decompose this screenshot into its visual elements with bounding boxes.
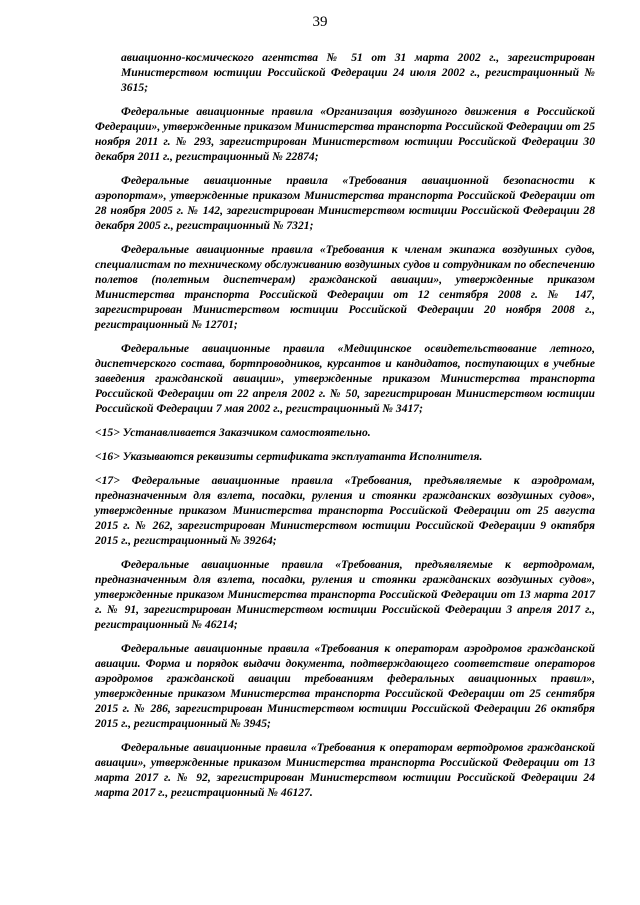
paragraph-crew-requirements-rules: Федеральные авиационные правила «Требования к членам экипажа воздушных судов, специалистам по техническому обслуживанию воздушных судов и сотрудникам по обеспечению полетов (полетным диспетчерам) гражданской авиации», утвержденные приказом Министерства транспорта Российской Федерации от 12 сентября 2008 г. № 147, зарегистрирован Министерством юстиции Российской Федерации 20 ноября 2008 г., регистрационный № 12701; xyxy=(95,243,595,331)
footnote-16: <16> Указываются реквизиты сертификата эксплуатанта Исполнителя. xyxy=(95,450,483,463)
paragraph-air-traffic-rules: Федеральные авиационные правила «Организация воздушного движения в Российской Федерации», утвержденные приказом Министерства транспорта Российской Федерации от 25 ноября 2011 г. № 293, зарегистрирован Министерством юстиции Российской Федерации 30 декабря 2011 г., регистрационный № 22874; xyxy=(95,105,596,163)
document-body xyxy=(95,50,595,809)
page-number: 39 xyxy=(312,14,328,30)
paragraph-heliport-requirements-rules: Федеральные авиационные правила «Требования, предъявляемые к вертодромам, предназначенным для взлета, посадки, руления и стоянки гражданских воздушных судов», утвержденные приказом Министерства транспорта Российской Федерации от 13 марта 2017 г. № 91, зарегистрирован Министерством юстиции Российской Федерации 3 апреля 2017 г., регистрационный № 46214; xyxy=(95,558,595,631)
footnote-15: <15> Устанавливается Заказчиком самостоятельно. xyxy=(95,426,371,439)
paragraph-heliport-operators-rules: Федеральные авиационные правила «Требования к операторам вертодромов гражданской авиации», утвержденные приказом Министерства транспорта Российской Федерации от 13 марта 2017 г. № 92, зарегистрирован Министерством юстиции Российской Федерации 24 марта 2017 г., регистрационный № 46127. xyxy=(95,741,595,799)
paragraph-aviation-security-rules: Федеральные авиационные правила «Требования авиационной безопасности к аэропортам», утвержденные приказом Министерства транспорта Российской Федерации от 28 ноября 2005 г. № 142, зарегистрирован Министерством юстиции Российской Федерации 28 декабря 2005 г., регистрационный № 7321; xyxy=(95,174,595,232)
paragraph-aerodrome-operators-rules: Федеральные авиационные правила «Требования к операторам аэродромов гражданской авиации. Форма и порядок выдачи документа, подтверждающего соответствие операторов аэродромов гражданской авиации требованиям федеральных авиационных правил», утвержденные приказом Министерства транспорта Российской Федерации от 25 сентября 2015 г. № 286, зарегистрирован Министерством юстиции Российской Федерации 26 октября 2015 г., регистрационный № 3945; xyxy=(95,642,595,730)
footnote-17: <17> Федеральные авиационные правила «Требования, предъявляемые к аэродромам, предназначенным для взлета, посадки, руления и стоянки гражданских воздушных судов», утвержденные приказом Министерства транспорта Российской Федерации от 25 августа 2015 г. № 262, зарегистрирован Министерством юстиции Российской Федерации 9 октября 2015 г., регистрационный № 39264; xyxy=(95,474,595,547)
paragraph-continuation: авиационно-космического агентства № 51 от 31 марта 2002 г., зарегистрирован Министерством юстиции Российской Федерации 24 июля 2002 г., регистрационный № 3615; xyxy=(121,51,595,94)
paragraph-medical-examination-rules: Федеральные авиационные правила «Медицинское освидетельствование летного, диспетчерского состава, бортпроводников, курсантов и кандидатов, поступающих в учебные заведения гражданской авиации», утвержденные приказом Министерства транспорта Российской Федерации от 22 апреля 2002 г. № 50, зарегистрирован Министерством юстиции Российской Федерации 7 мая 2002 г., регистрационный № 3417; xyxy=(95,342,595,415)
